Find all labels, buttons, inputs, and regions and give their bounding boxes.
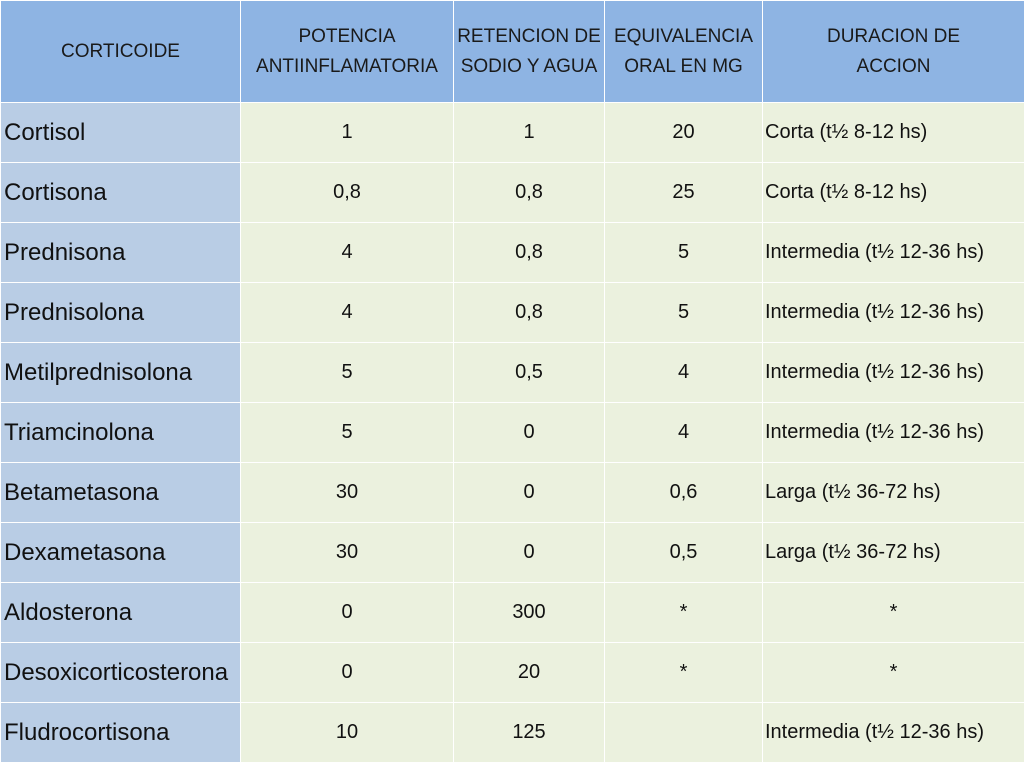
header-line: DURACION DE	[826, 25, 960, 47]
potencia-cell: 0,8	[241, 163, 454, 223]
header-line: ORAL EN MG	[624, 55, 743, 77]
header-retencion	[454, 1, 605, 103]
table-row	[1, 583, 1024, 643]
equivalencia-cell: 4	[605, 403, 763, 463]
table-row	[1, 403, 1024, 463]
header-potencia	[241, 1, 454, 103]
table-row	[1, 643, 1024, 703]
duracion-cell: Corta (t½ 8-12 hs)	[763, 163, 1024, 223]
retencion-cell: 0	[454, 463, 605, 523]
potencia-cell: 10	[241, 703, 454, 763]
header-line: SODIO Y AGUA	[460, 55, 598, 77]
equivalencia-cell: 4	[605, 343, 763, 403]
corticoid-name-cell: Cortisona	[1, 163, 241, 223]
potencia-cell: 1	[241, 103, 454, 163]
equivalencia-cell: 5	[605, 223, 763, 283]
header-equivalencia	[605, 1, 763, 103]
header-row	[1, 1, 1024, 103]
duracion-cell: Intermedia (t½ 12-36 hs)	[763, 223, 1024, 283]
retencion-cell: 0,5	[454, 343, 605, 403]
table-row	[1, 703, 1024, 763]
header-line: RETENCION DE	[457, 25, 601, 47]
equivalencia-cell	[605, 703, 763, 763]
retencion-cell: 0	[454, 523, 605, 583]
equivalencia-cell: *	[605, 643, 763, 703]
table-row	[1, 103, 1024, 163]
retencion-cell: 0	[454, 403, 605, 463]
corticoid-name-cell: Desoxicorticosterona	[1, 643, 241, 703]
retencion-cell: 20	[454, 643, 605, 703]
table-row	[1, 343, 1024, 403]
potencia-cell: 4	[241, 283, 454, 343]
potencia-cell: 0	[241, 643, 454, 703]
corticoid-name-cell: Prednisona	[1, 223, 241, 283]
table-body	[1, 103, 1024, 763]
table-row	[1, 463, 1024, 523]
duracion-cell: Corta (t½ 8-12 hs)	[763, 103, 1024, 163]
retencion-cell: 125	[454, 703, 605, 763]
duracion-cell: Intermedia (t½ 12-36 hs)	[763, 403, 1024, 463]
table-row	[1, 523, 1024, 583]
duracion-cell: Intermedia (t½ 12-36 hs)	[763, 343, 1024, 403]
header-duracion	[763, 1, 1024, 103]
header-line: CORTICOIDE	[61, 40, 180, 62]
corticoid-name-cell: Metilprednisolona	[1, 343, 241, 403]
duracion-cell: Intermedia (t½ 12-36 hs)	[763, 703, 1024, 763]
corticoid-name-cell: Betametasona	[1, 463, 241, 523]
duracion-cell: Intermedia (t½ 12-36 hs)	[763, 283, 1024, 343]
retencion-cell: 0,8	[454, 223, 605, 283]
table-row	[1, 163, 1024, 223]
corticoid-name-cell: Dexametasona	[1, 523, 241, 583]
corticoid-name-cell: Aldosterona	[1, 583, 241, 643]
potencia-cell: 30	[241, 523, 454, 583]
equivalencia-cell: 20	[605, 103, 763, 163]
header-corticoide	[1, 1, 241, 103]
header-line: EQUIVALENCIA	[613, 25, 754, 47]
retencion-cell: 1	[454, 103, 605, 163]
equivalencia-cell: 5	[605, 283, 763, 343]
retencion-cell: 0,8	[454, 283, 605, 343]
potencia-cell: 5	[241, 343, 454, 403]
potencia-cell: 30	[241, 463, 454, 523]
retencion-cell: 0,8	[454, 163, 605, 223]
equivalencia-cell: 0,5	[605, 523, 763, 583]
table-row	[1, 223, 1024, 283]
duracion-cell: *	[763, 643, 1024, 703]
duracion-cell: Larga (t½ 36-72 hs)	[763, 463, 1024, 523]
equivalencia-cell: 25	[605, 163, 763, 223]
retencion-cell: 300	[454, 583, 605, 643]
header-line: POTENCIA	[298, 25, 396, 47]
equivalencia-cell: 0,6	[605, 463, 763, 523]
corticoid-name-cell: Prednisolona	[1, 283, 241, 343]
table-row	[1, 283, 1024, 343]
corticoid-name-cell: Cortisol	[1, 103, 241, 163]
duracion-cell: *	[763, 583, 1024, 643]
corticoid-name-cell: Triamcinolona	[1, 403, 241, 463]
potencia-cell: 5	[241, 403, 454, 463]
potencia-cell: 0	[241, 583, 454, 643]
equivalencia-cell: *	[605, 583, 763, 643]
potencia-cell: 4	[241, 223, 454, 283]
duracion-cell: Larga (t½ 36-72 hs)	[763, 523, 1024, 583]
header-line: ANTIINFLAMATORIA	[256, 55, 438, 77]
header-line: ACCION	[856, 55, 931, 77]
corticoid-name-cell: Fludrocortisona	[1, 703, 241, 763]
